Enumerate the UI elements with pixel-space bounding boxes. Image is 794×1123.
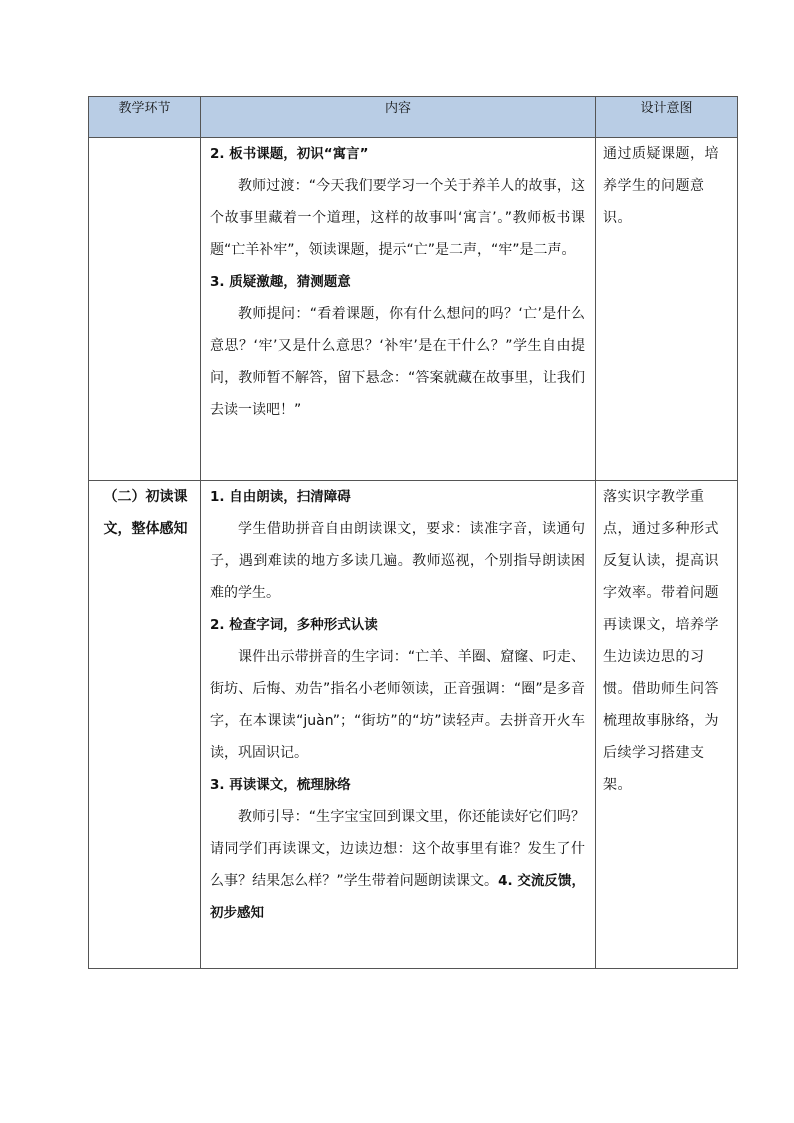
step-paragraph: 课件出示带拼音的生字词：“亡羊、羊圈、窟窿、叼走、街坊、后悔、劝告”指名小老师领读，正音强调：“圈”是多音字，在本课读“juàn”；“街坊”的“坊”读轻声。去拼音开火车读，巩固识记。 xyxy=(210,649,585,761)
table-row xyxy=(89,138,738,481)
step-paragraph-text: 教师引导：“生字宝宝回到课文里，你还能读好它们吗？请同学们再读课文，边读边想：这个故事里有谁？发生了什么事？结果怎么样？”学生带着问题朗读课文。 xyxy=(210,809,585,889)
purpose-text: 通过质疑课题，培养学生的问题意识。 xyxy=(603,146,719,226)
step-paragraph: 教师提问：“看着课题，你有什么想问的吗？‘亡’是什么意思？‘牢’又是什么意思？‘补牢’是在干什么？”学生自由提问，教师暂不解答，留下悬念：“答案就藏在故事里，让我们去读一读吧！” xyxy=(210,306,585,418)
step-paragraph: 教师过渡：“今天我们要学习一个关于养羊人的故事，这个故事里藏着一个道理，这样的故事叫‘寓言’。”教师板书课题“亡羊补牢”，领读课题，提示“亡”是二声，“牢”是二声。 xyxy=(210,178,585,258)
table-header-row xyxy=(89,97,738,138)
lesson-plan-table xyxy=(88,96,738,969)
content-cell xyxy=(201,138,596,481)
step-heading: 1. 自由朗读，扫清障碍 xyxy=(210,489,351,505)
table-row xyxy=(89,481,738,969)
header-content: 内容 xyxy=(201,97,596,138)
step-paragraph xyxy=(210,801,585,929)
step-heading: 2. 板书课题，初识“寓言” xyxy=(210,146,369,162)
purpose-text: 落实识字教学重点，通过多种形式反复认读，提高识字效率。带着问题再读课文，培养学生边读边思的习惯。借助师生问答梳理故事脉络，为后续学习搭建支架。 xyxy=(603,489,719,793)
header-purpose: 设计意图 xyxy=(596,97,738,138)
stage-cell xyxy=(89,138,201,481)
step-heading: 2. 检查字词，多种形式认读 xyxy=(210,617,378,633)
content-cell xyxy=(201,481,596,969)
inline-step-heading: 4. 交流反馈，初步感知 xyxy=(210,873,585,921)
purpose-cell xyxy=(596,138,738,481)
stage-label: （二）初读课文，整体感知 xyxy=(103,489,188,537)
purpose-cell xyxy=(596,481,738,969)
header-stage: 教学环节 xyxy=(89,97,201,138)
step-heading: 3. 再读课文，梳理脉络 xyxy=(210,777,351,793)
step-paragraph: 学生借助拼音自由朗读课文，要求：读准字音，读通句子，遇到难读的地方多读几遍。教师巡视，个别指导朗读困难的学生。 xyxy=(210,521,585,601)
step-heading: 3. 质疑激趣，猜测题意 xyxy=(210,274,351,290)
stage-cell xyxy=(89,481,201,969)
